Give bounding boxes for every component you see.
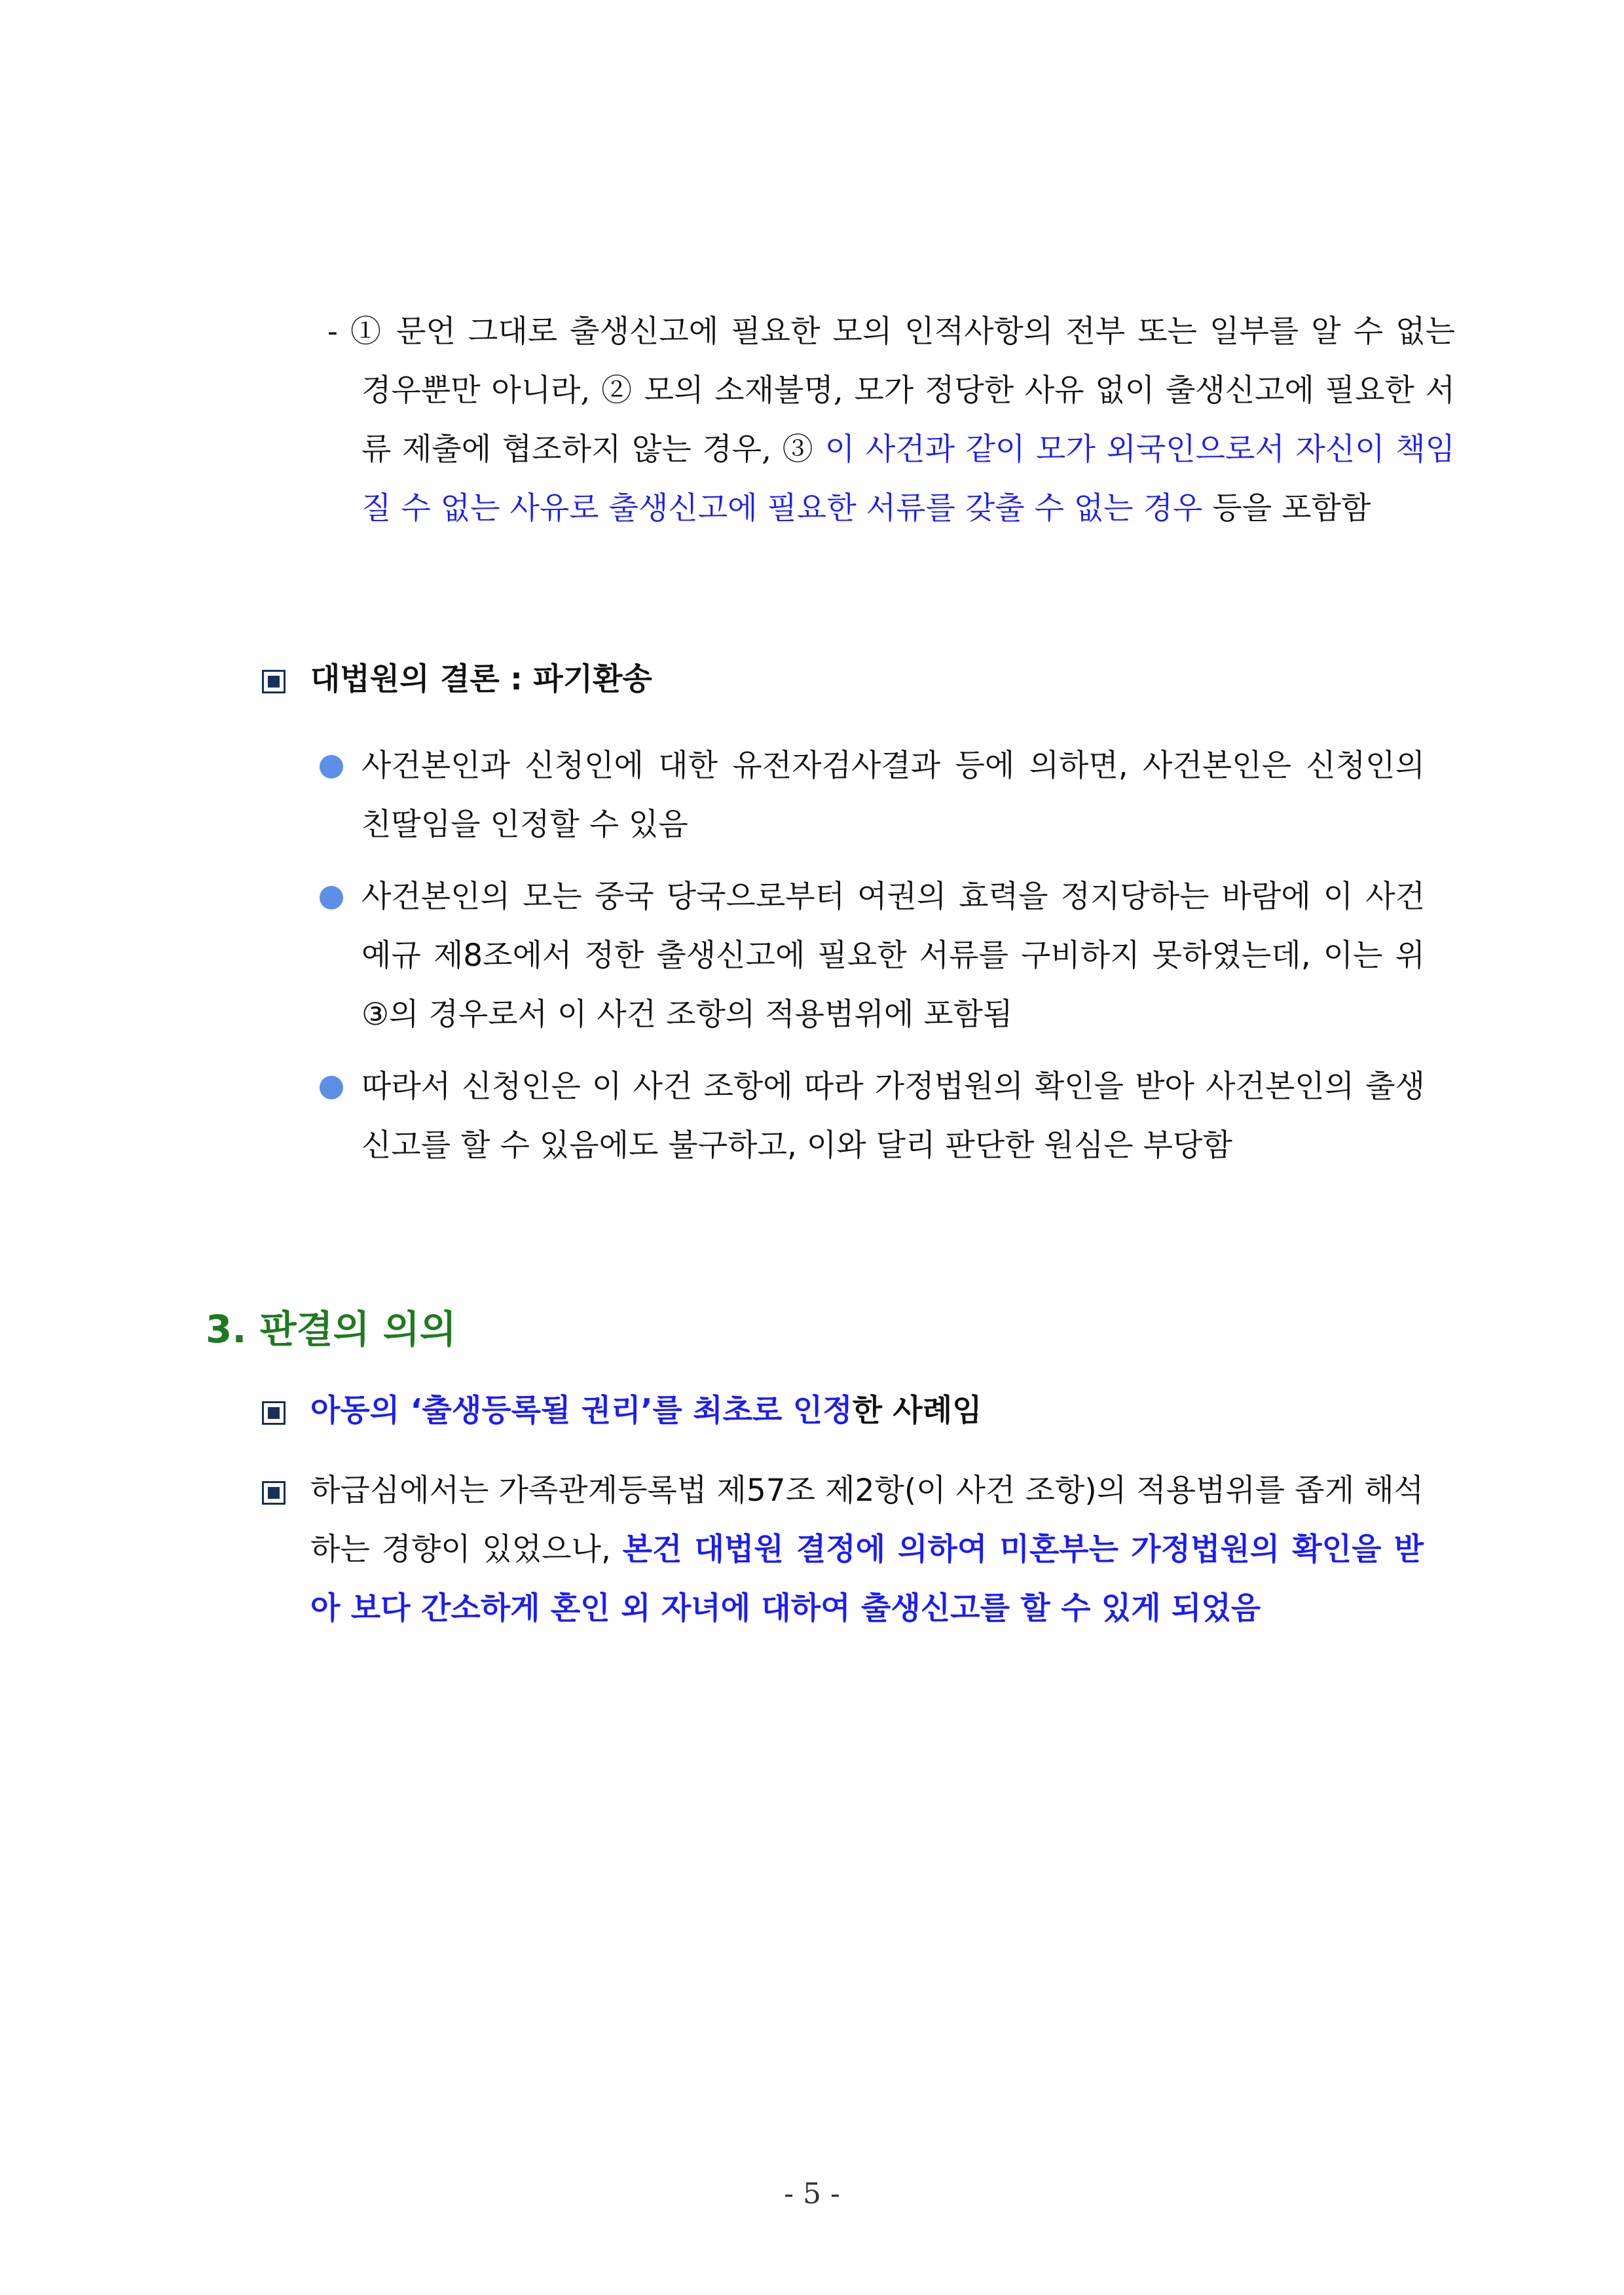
significance-item-text bbox=[310, 1382, 1424, 1441]
significance-rest: 한 사례임 bbox=[852, 1393, 982, 1429]
conclusion-bullet-text: 따라서 신청인은 이 사건 조항에 따라 가정법원의 확인을 받아 사건본인의 출생신고를 할 수 있음에도 불구하고, 이와 달리 판단한 원심은 부당함 bbox=[361, 1069, 1425, 1164]
dash-paragraph-text: ① 문언 그대로 출생신고에 필요한 모의 인적사항의 전부 또는 일부를 알 수 없는 경우뿐만 아니라, ② 모의 소재불명, 모가 정당한 사유 없이 출생신고에 필요한 서류 제출에 협조하지 않는 경우, ③ bbox=[350, 314, 1455, 468]
square-bullet-icon bbox=[262, 1401, 286, 1425]
circle-bullet-icon bbox=[320, 755, 343, 779]
dash-marker: - bbox=[327, 314, 338, 350]
circle-bullet-icon bbox=[320, 1076, 343, 1099]
significance-conclusion-highlight: 본건 대법원 결정에 의하여 미혼부는 가정법원의 확인을 받아 보다 간소하게 혼인 외 자녀에 대하여 출생신고를 할 수 있게 되었음 bbox=[310, 1532, 1424, 1626]
circle-bullet-icon bbox=[320, 886, 343, 909]
significance-plain: 하급심에서는 가족관계등록법 제57조 제2항(이 사건 조항)의 적용범위를 좁게 해석하는 경향이 있었으나, bbox=[310, 1473, 1424, 1568]
conclusion-bullet-text: 사건본인의 모는 중국 당국으로부터 여권의 효력을 정지당하는 바람에 이 사건 예규 제8조에서 정한 출생신고에 필요한 서류를 구비하지 못하였는데, 이는 위 ③의 경우로서 이 사건 조항의 적용범위에 포함됨 bbox=[361, 879, 1425, 1033]
section-title: 3. 판결의 의의 bbox=[206, 1307, 456, 1351]
square-bullet-icon bbox=[262, 670, 286, 693]
square-bullet-icon bbox=[262, 1481, 286, 1505]
dash-paragraph bbox=[327, 303, 1455, 538]
page-number: - 5 - bbox=[784, 2177, 840, 2211]
significance-item-text bbox=[310, 1461, 1424, 1638]
significance-highlight: 아동의 ‘출생등록될 권리’를 최초로 인정 bbox=[310, 1393, 853, 1429]
dash-paragraph-highlight: 이 사건과 같이 모가 외국인으로서 자신이 책임질 수 없는 사유로 출생신고에 필요한 서류를 갖출 수 없는 경우 bbox=[361, 431, 1456, 526]
dash-paragraph-ending: 등을 포함함 bbox=[1202, 490, 1371, 526]
conclusion-bullet-text: 사건본인과 신청인에 대한 유전자검사결과 등에 의하면, 사건본인은 신청인의 친딸임을 인정할 수 있음 bbox=[361, 748, 1425, 843]
conclusion-heading: 대법원의 결론 : 파기환송 bbox=[310, 661, 652, 697]
